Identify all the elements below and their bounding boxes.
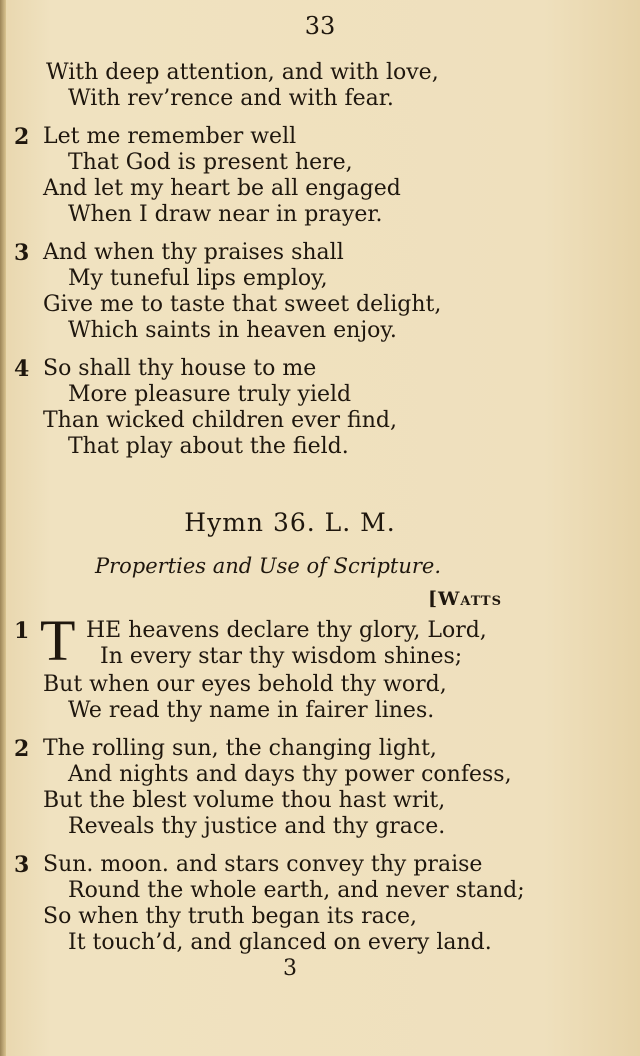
signature-mark: 3 xyxy=(283,956,297,981)
hymn-subtitle: Properties and Use of Scripture. xyxy=(95,554,442,578)
verse-line: Round the whole earth, and never stand; xyxy=(68,878,525,903)
page-number: 33 xyxy=(304,12,336,40)
verse-line: And let my heart be all engaged xyxy=(43,176,401,201)
verse-line: And when thy praises shall xyxy=(43,240,344,265)
verse-line: But when our eyes behold thy word, xyxy=(43,672,447,697)
verse-line: We read thy name in fairer lines. xyxy=(68,698,435,723)
verse-line: More pleasure truly yield xyxy=(68,382,352,407)
verse-line: Which saints in heaven enjoy. xyxy=(68,318,397,343)
verse-line: Reveals thy justice and thy grace. xyxy=(68,814,446,839)
verse-line: With rev’rence and with fear. xyxy=(68,86,394,111)
verse-line: That play about the field. xyxy=(68,434,349,459)
verse-line: Let me remember well xyxy=(43,124,297,149)
stanza-number: 2 xyxy=(14,124,30,150)
verse-line: So shall thy house to me xyxy=(43,356,317,381)
verse-line: And nights and days thy power confess, xyxy=(68,762,512,787)
verse-line: In every star thy wisdom shines; xyxy=(100,644,463,669)
stanza-number: 3 xyxy=(14,240,30,266)
stanza-number: 3 xyxy=(14,852,30,878)
verse-line: Than wicked children ever find, xyxy=(43,408,397,433)
stanza-number: 2 xyxy=(14,736,30,762)
verse-line: My tuneful lips employ, xyxy=(68,266,328,291)
verse-line: With deep attention, and with love, xyxy=(46,60,439,85)
verse-line: Sun. moon. and stars convey thy praise xyxy=(43,852,483,877)
verse-line: It touch’d, and glanced on every land. xyxy=(68,930,492,955)
verse-line: When I draw near in prayer. xyxy=(68,202,383,227)
verse-line: That God is present here, xyxy=(68,150,353,175)
hymn-author: [Watts xyxy=(428,588,502,610)
verse-line: But the blest volume thou hast writ, xyxy=(43,788,446,813)
stanza-number: 4 xyxy=(14,356,30,382)
verse-line: HE heavens declare thy glory, Lord, xyxy=(86,618,487,643)
verse-line: The rolling sun, the changing light, xyxy=(43,736,437,761)
stanza-number: 1 xyxy=(14,618,30,644)
drop-cap: T xyxy=(40,608,76,673)
verse-line: Give me to taste that sweet delight, xyxy=(43,292,442,317)
hymn-title: Hymn 36. L. M. xyxy=(184,508,396,537)
verse-line: So when thy truth began its race, xyxy=(43,904,418,929)
